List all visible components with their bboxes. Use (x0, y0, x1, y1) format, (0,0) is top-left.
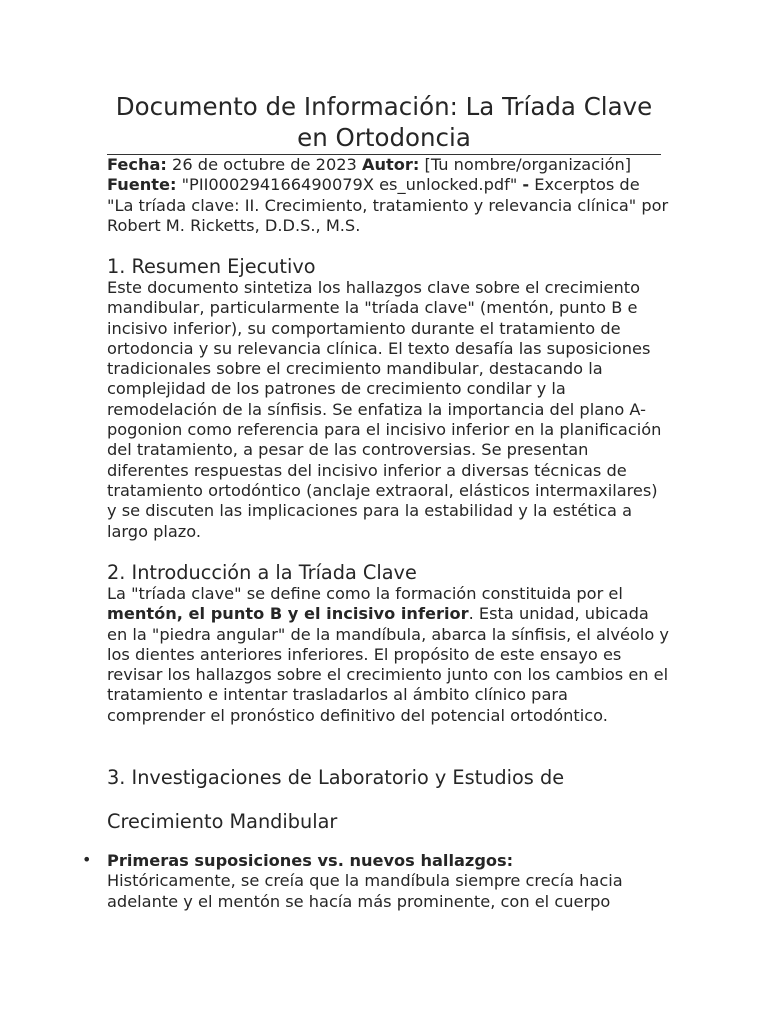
fecha-label: Fecha: (107, 155, 167, 174)
section-2-body (107, 584, 669, 726)
section-3-heading-line-2: Crecimiento Mandibular (107, 810, 338, 833)
document-metadata (107, 155, 669, 236)
bullet-marker: • (82, 850, 92, 869)
bullet-body: Históricamente, se creía que la mandíbula siempre crecía hacia adelante y el mentón se hacía más prominente, con el cuerpo (107, 871, 623, 911)
section-2-body-intro: La "tríada clave" se define como la formación constituida por el (107, 584, 623, 603)
fecha-value: 26 de octubre de 2023 (166, 155, 362, 174)
section-2-body-emphasis: mentón, el punto B y el incisivo inferior (107, 604, 469, 624)
section-3-heading-line-1: 3. Investigaciones de Laboratorio y Estudios de (107, 766, 565, 789)
fuente-value: "PII000294166490079X es_unlocked.pdf" (176, 175, 523, 195)
section-1-heading: 1. Resumen Ejecutivo (107, 255, 316, 278)
fuente-label: Fuente: (107, 175, 177, 195)
section-2-heading: 2. Introducción a la Tríada Clave (107, 561, 417, 584)
autor-label: Autor: (362, 155, 420, 174)
fuente-dash: - (522, 175, 530, 195)
fuente-description: Excerptos de "La tríada clave: II. Crecimiento, tratamiento y relevancia clínica" por Robert M. Ricketts, D.D.S., M.S. (107, 175, 669, 235)
bullet-title: Primeras suposiciones vs. nuevos hallazgos: (107, 851, 514, 870)
autor-value: [Tu nombre/organización] (419, 155, 632, 174)
list-item (107, 851, 669, 912)
section-1-body: Este documento sintetiza los hallazgos clave sobre el crecimiento mandibular, particularmente la "tríada clave" (mentón, punto B e incisivo inferior), su comportamiento durante el tratamiento de ortodoncia y su relevancia clínica. El texto desafía las suposiciones tradicionales sobre el crecimiento mandibular, destacando la complejidad de los patrones de crecimiento condilar y la remodelación de la sínfisis. Se enfatiza la importancia del plano A-pogonion como referencia para el incisivo inferior en la planificación del tratamiento, a pesar de las controversias. Se presentan diferentes respuestas del incisivo inferior a diversas técnicas de tratamiento ortodóntico (anclaje extraoral, elásticos intermaxilares) y se discuten las implicaciones para la estabilidad y la estética a largo plazo. (107, 278, 662, 541)
section-2-body-rest: . Esta unidad, ubicada en la "piedra angular" de la mandíbula, abarca la sínfisis, el alvéolo y los dientes anteriores inferiores. El propósito de este ensayo es revisar los hallazgos sobre el crecimiento junto con los cambios en el tratamiento e intentar trasladarlos al ámbito clínico para comprender el pronóstico definitivo del potencial ortodóntico. (107, 604, 669, 725)
document-title: Documento de Información: La Tríada Clave en Ortodoncia (115, 92, 653, 152)
